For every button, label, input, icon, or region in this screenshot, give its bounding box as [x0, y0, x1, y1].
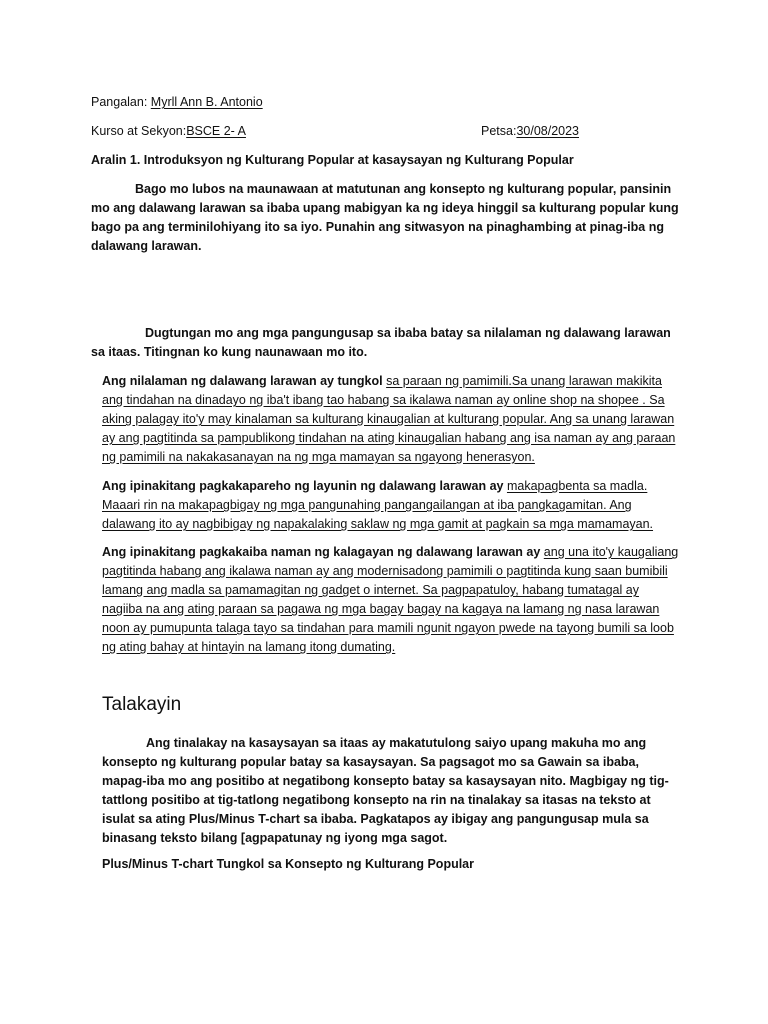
answer-paragraph-1	[102, 372, 680, 467]
answer-paragraph-2	[102, 477, 680, 534]
answer-prompt: Ang ipinakitang pagkakaiba naman ng kalagayan ng dalawang larawan ay	[102, 545, 544, 559]
answer-text: ang una ito'y kaugaliang pagtitinda habang ang ikalawa naman ay ang modernisadong pamimili o pagtitinda kung saan bumibili lamang ang madla sa pamamagitan ng gadget o internet. Sa pagpapatuloy, habang tumatagal ay nagiiba na ang ating paraan sa pagawa ng mga bagay bagay na kagaya na lamang ng nasa larawan noon ay pumupunta talaga tayo sa tindahan para mamili ngunit ngayon pwede na tayong bumili sa loob ng ating bahay at hintayin na lamang itong dumating.	[102, 545, 679, 654]
talakayin-paragraph: Ang tinalakay na kasaysayan sa itaas ay makatutulong saiyo upang makuha mo ang konsepto ng kulturang popular batay sa kasaysayan. Sa pagsagot mo sa Gawain sa ibaba, mapag-iba mo ang positibo at negatibong konsepto batay sa kasaysayan nito. Magbigay ng tig-tattlong positibo at tig-tatlong negatibong konsepto na rin na tinalakay sa itasas na teksto at isulat sa ating Plus/Minus T-chart sa ibaba. Pagkatapos ay ibigay ang pangungusap mula sa binasang teksto bilang [agpapatunay ng iyong mga sagot.	[102, 736, 669, 845]
instruction-paragraph: Dugtungan mo ang mga pangungusap sa ibaba batay sa nilalaman ng dalawang larawan sa itaas. Titingnan ko kung naunawaan mo ito.	[91, 326, 671, 359]
answer-text: makapagbenta sa madla. Maaari rin na makapagbigay ng mga pangunahing pangangailangan at iba pangkagamitan. Ang dalawang ito ay nagbibigay ng napakalaking saklaw ng mga gamit at pagkain sa mga mamamayan.	[102, 479, 654, 531]
answer-prompt: Ang nilalaman ng dalawang larawan ay tungkol	[102, 374, 387, 388]
answer-paragraph-3	[102, 543, 680, 657]
petsa-value: 30/08/2023	[516, 124, 579, 138]
pangalan-value: Myrll Ann B. Antonio	[150, 95, 263, 109]
intro-paragraph: Bago mo lubos na maunawaan at matutunan ang konsepto ng kulturang popular, pansinin mo ang dalawang larawan sa ibaba upang mabigyan ka ng ideya hinggil sa kulturang popular kung bago pa ang terminilohiyang ito sa iyo. Punahin ang sitwasyon na pinaghambing at pinag-iba ng dalawang larawan.	[91, 182, 679, 253]
kurso-line	[91, 122, 681, 141]
tchart-title: Plus/Minus T-chart Tungkol sa Konsepto ng Kulturang Popular	[102, 857, 475, 871]
pangalan-line	[91, 93, 681, 112]
aralin-title: Aralin 1. Introduksyon ng Kulturang Popular at kasaysayan ng Kulturang Popular	[91, 153, 574, 167]
talakayin-heading: Talakayin	[102, 694, 182, 715]
petsa-label: Petsa:	[481, 124, 517, 138]
petsa-line	[481, 122, 579, 141]
kurso-label: Kurso at Sekyon:	[91, 124, 187, 138]
answer-prompt: Ang ipinakitang pagkakapareho ng layunin ng dalawang larawan ay	[102, 479, 507, 493]
pangalan-label: Pangalan:	[91, 95, 151, 109]
kurso-value: BSCE 2- A	[186, 124, 246, 138]
answer-text: sa paraan ng pamimili.Sa unang larawan makikita ang tindahan na dinadayo ng iba't ibang tao habang sa ikalawa naman ay online shop na shopee . Sa aking palagay ito'y may kinalaman sa kulturang kinaugalian at kulturang popular. Ang sa unang larawan ay ang pagtitinda sa pampublikong tindahan na ating kinaugalian habang ang isa naman ay ang paraan ng pamimili na nakakasanayan na ng mga mamayan sa ngayong henerasyon.	[102, 374, 676, 464]
